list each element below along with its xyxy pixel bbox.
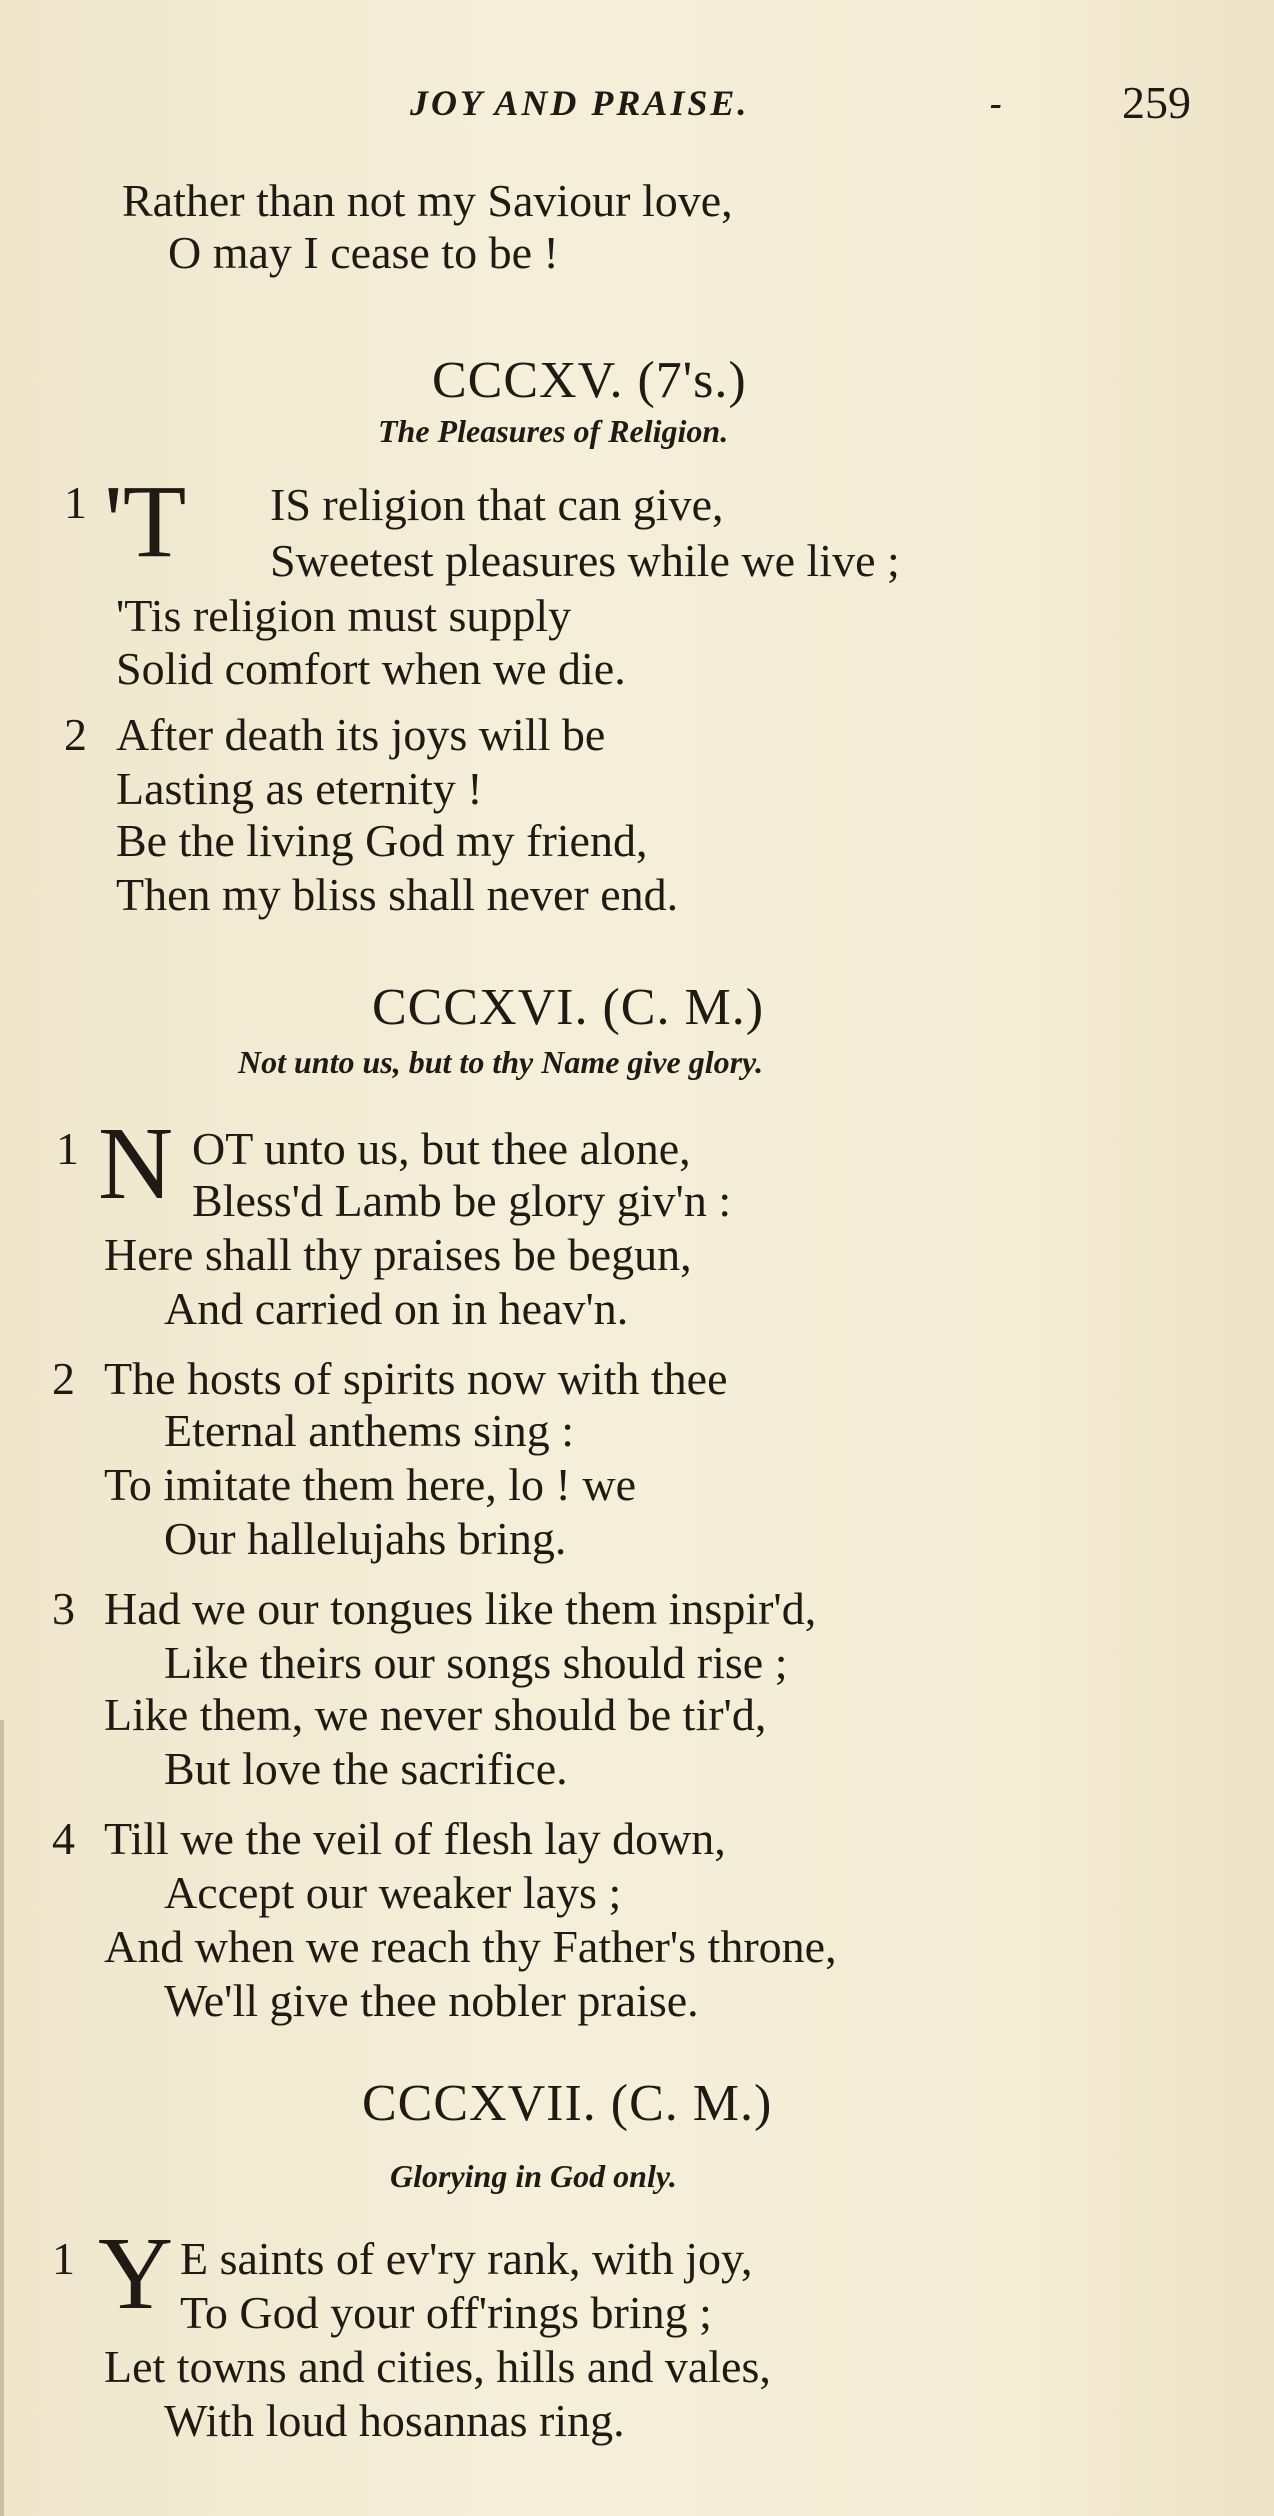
verse-line: The hosts of spirits now with thee [104,1353,728,1404]
verse-number: 3 [52,1583,75,1634]
verse-line: 'Tis religion must supply [116,590,572,641]
verse-line: But love the sacrifice. [164,1743,568,1794]
verse-line: Till we the veil of flesh lay down, [104,1813,726,1864]
verse-line: Be the living God my friend, [116,815,648,866]
verse-line: Then my bliss shall never end. [116,869,679,920]
running-title: JOY AND PRAISE. [410,83,750,123]
running-header [410,82,1005,124]
hymn-subtitle: Glorying in God only. [390,2158,677,2194]
verse-number: 1 [52,2233,75,2284]
verse-number: 1 [64,477,87,528]
verse-number: 1 [56,1123,79,1174]
verse-line: Let towns and cities, hills and vales, [104,2341,771,2392]
intro-line: O may I cease to be ! [168,227,559,278]
verse-line: And carried on in heav'n. [164,1283,629,1334]
hymn-subtitle: Not unto us, but to thy Name give glory. [238,1044,764,1080]
verse-number: 2 [52,1353,75,1404]
verse-line: To God your off'rings bring ; [180,2287,712,2338]
verse-number: 4 [52,1813,75,1864]
verse-line: Sweetest pleasures while we live ; [270,535,900,586]
verse-line: Like theirs our songs should rise ; [164,1637,788,1688]
verse-line: Eternal anthems sing : [164,1405,575,1456]
verse-line: Like them, we never should be tir'd, [104,1689,767,1740]
verse-line: Accept our weaker lays ; [164,1867,622,1918]
verse-line: IS religion that can give, [270,479,724,530]
hymn-subtitle: The Pleasures of Religion. [378,413,729,449]
hymn-number: CCCXVII. (C. M.) [362,2075,773,2132]
drop-cap: 'T [104,464,187,579]
verse-line: After death its joys will be [116,709,606,760]
verse-line: Lasting as eternity ! [116,763,483,814]
verse-number: 2 [64,709,87,760]
verse-line: E saints of ev'ry rank, with joy, [180,2233,753,2284]
header-dash: - [990,83,1005,123]
page-number: 259 [1122,77,1191,128]
verse-line: Had we our tongues like them inspir'd, [104,1583,817,1634]
drop-cap: Y [98,2216,174,2331]
hymn-number: CCCXV. (7's.) [432,352,747,409]
verse-line: Our hallelujahs bring. [164,1513,567,1564]
verse-line: We'll give thee nobler praise. [164,1975,699,2026]
verse-line: Bless'd Lamb be glory giv'n : [192,1175,732,1226]
hymn-number: CCCXVI. (C. M.) [372,979,765,1036]
verse-line: And when we reach thy Father's throne, [104,1921,837,1972]
intro-line: Rather than not my Saviour love, [122,175,733,226]
verse-line: OT unto us, but thee alone, [192,1123,691,1174]
verse-line: Solid comfort when we die. [116,643,626,694]
page-edge-shadow [0,1720,4,2516]
drop-cap: N [98,1106,174,1221]
verse-line: To imitate them here, lo ! we [104,1459,636,1510]
verse-line: With loud hosannas ring. [164,2395,625,2446]
verse-line: Here shall thy praises be begun, [104,1229,692,1280]
